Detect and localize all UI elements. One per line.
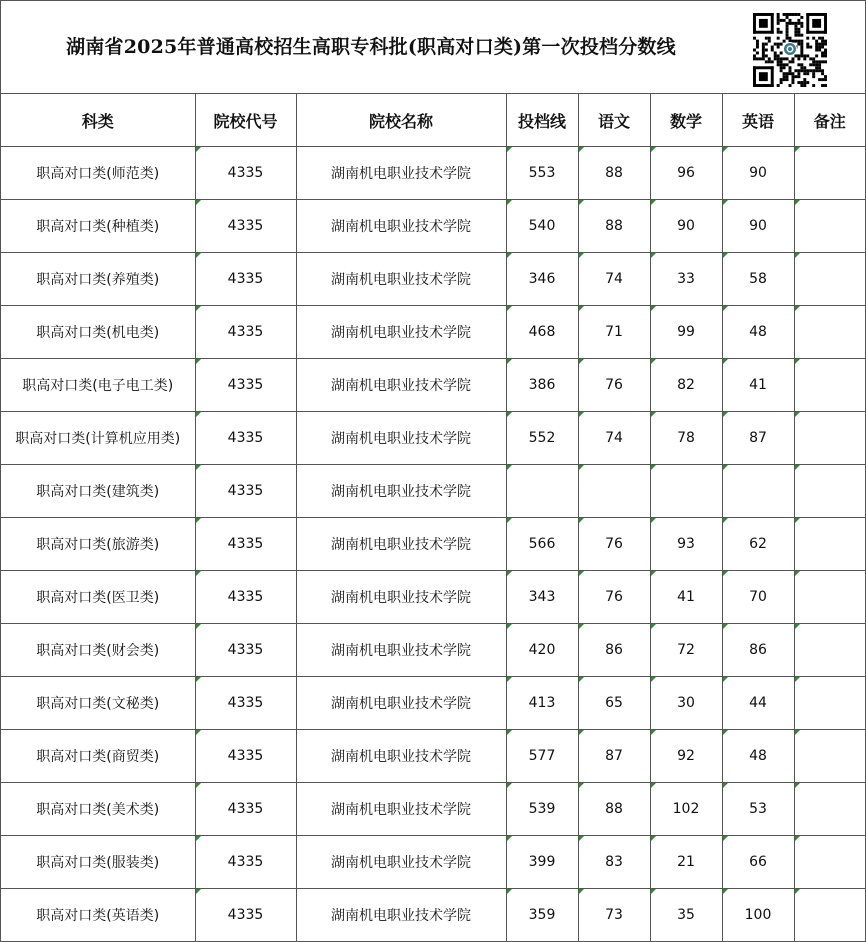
cell-remarks [794, 836, 865, 889]
cell-remarks [794, 889, 865, 942]
cell-math: 93 [650, 518, 722, 571]
cell-school-name: 湖南机电职业技术学院 [296, 677, 506, 730]
page-title: 湖南省2025年普通高校招生高职专科批(职高对口类)第一次投档分数线 [66, 36, 676, 58]
cell-cutoff: 413 [506, 677, 578, 730]
cell-math: 35 [650, 889, 722, 942]
table-row [1, 571, 865, 624]
cell-english: 41 [722, 359, 794, 412]
table-row [1, 836, 865, 889]
cell-chinese: 76 [578, 359, 650, 412]
cell-remarks [794, 359, 865, 412]
cell-chinese: 73 [578, 889, 650, 942]
table-row [1, 147, 865, 200]
cell-math: 90 [650, 200, 722, 253]
cell-school-code: 4335 [195, 306, 296, 359]
cell-math: 96 [650, 147, 722, 200]
cell-english: 66 [722, 836, 794, 889]
cell-chinese: 76 [578, 571, 650, 624]
cell-school-name: 湖南机电职业技术学院 [296, 200, 506, 253]
cell-category: 职高对口类(医卫类) [1, 571, 195, 624]
cell-school-name: 湖南机电职业技术学院 [296, 253, 506, 306]
qr-code-icon [753, 13, 827, 87]
cell-school-name: 湖南机电职业技术学院 [296, 465, 506, 518]
cell-category: 职高对口类(师范类) [1, 147, 195, 200]
cell-category: 职高对口类(英语类) [1, 889, 195, 942]
cell-math: 33 [650, 253, 722, 306]
cell-category: 职高对口类(服装类) [1, 836, 195, 889]
cell-cutoff: 539 [506, 783, 578, 836]
cell-cutoff: 577 [506, 730, 578, 783]
table-row [1, 465, 865, 518]
table-row [1, 253, 865, 306]
cell-chinese: 74 [578, 253, 650, 306]
cell-category: 职高对口类(种植类) [1, 200, 195, 253]
cell-cutoff: 553 [506, 147, 578, 200]
cell-school-code: 4335 [195, 518, 296, 571]
cell-english: 90 [722, 200, 794, 253]
table-row [1, 412, 865, 465]
cell-school-name: 湖南机电职业技术学院 [296, 889, 506, 942]
cell-chinese: 74 [578, 412, 650, 465]
cell-english: 90 [722, 147, 794, 200]
cell-remarks [794, 730, 865, 783]
cell-chinese: 65 [578, 677, 650, 730]
cell-cutoff: 468 [506, 306, 578, 359]
cell-cutoff: 540 [506, 200, 578, 253]
table-row [1, 359, 865, 412]
cell-school-code: 4335 [195, 889, 296, 942]
cell-category: 职高对口类(财会类) [1, 624, 195, 677]
table-row [1, 518, 865, 571]
cell-remarks [794, 465, 865, 518]
cell-english: 100 [722, 889, 794, 942]
col-header-remarks: 备注 [794, 94, 865, 147]
cell-school-name: 湖南机电职业技术学院 [296, 571, 506, 624]
cell-chinese [578, 465, 650, 518]
cell-school-name: 湖南机电职业技术学院 [296, 359, 506, 412]
cell-cutoff: 552 [506, 412, 578, 465]
cell-school-name: 湖南机电职业技术学院 [296, 147, 506, 200]
cell-math: 41 [650, 571, 722, 624]
table-row [1, 889, 865, 942]
cell-school-name: 湖南机电职业技术学院 [296, 836, 506, 889]
cell-chinese: 88 [578, 147, 650, 200]
cell-category: 职高对口类(电子电工类) [1, 359, 195, 412]
cell-chinese: 88 [578, 783, 650, 836]
col-header-chinese: 语文 [578, 94, 650, 147]
cell-school-code: 4335 [195, 147, 296, 200]
cell-school-name: 湖南机电职业技术学院 [296, 412, 506, 465]
cell-chinese: 88 [578, 200, 650, 253]
cell-math [650, 465, 722, 518]
cell-remarks [794, 412, 865, 465]
title-bar [1, 1, 865, 94]
cell-math: 30 [650, 677, 722, 730]
cell-remarks [794, 518, 865, 571]
cell-english [722, 465, 794, 518]
score-table [1, 94, 865, 941]
col-header-school-name: 院校名称 [296, 94, 506, 147]
cell-cutoff: 343 [506, 571, 578, 624]
cell-school-code: 4335 [195, 730, 296, 783]
cell-math: 78 [650, 412, 722, 465]
cell-chinese: 87 [578, 730, 650, 783]
header-row [1, 94, 865, 147]
cell-english: 86 [722, 624, 794, 677]
cell-math: 102 [650, 783, 722, 836]
cell-school-name: 湖南机电职业技术学院 [296, 730, 506, 783]
cell-school-code: 4335 [195, 412, 296, 465]
cell-school-code: 4335 [195, 200, 296, 253]
table-row [1, 200, 865, 253]
cell-category: 职高对口类(养殖类) [1, 253, 195, 306]
cell-remarks [794, 200, 865, 253]
col-header-category: 科类 [1, 94, 195, 147]
cell-school-code: 4335 [195, 465, 296, 518]
cell-category: 职高对口类(建筑类) [1, 465, 195, 518]
cell-chinese: 71 [578, 306, 650, 359]
col-header-school-code: 院校代号 [195, 94, 296, 147]
cell-category: 职高对口类(机电类) [1, 306, 195, 359]
cell-school-code: 4335 [195, 359, 296, 412]
cell-remarks [794, 783, 865, 836]
cell-cutoff [506, 465, 578, 518]
col-header-english: 英语 [722, 94, 794, 147]
cell-math: 92 [650, 730, 722, 783]
cell-school-code: 4335 [195, 571, 296, 624]
cell-remarks [794, 147, 865, 200]
table-row [1, 783, 865, 836]
cell-english: 62 [722, 518, 794, 571]
col-header-cutoff: 投档线 [506, 94, 578, 147]
cell-school-code: 4335 [195, 836, 296, 889]
cell-english: 48 [722, 306, 794, 359]
cell-category: 职高对口类(文秘类) [1, 677, 195, 730]
cell-cutoff: 566 [506, 518, 578, 571]
cell-cutoff: 399 [506, 836, 578, 889]
cell-cutoff: 346 [506, 253, 578, 306]
cell-english: 53 [722, 783, 794, 836]
cell-school-name: 湖南机电职业技术学院 [296, 518, 506, 571]
cell-category: 职高对口类(旅游类) [1, 518, 195, 571]
cell-remarks [794, 306, 865, 359]
cell-remarks [794, 571, 865, 624]
cell-cutoff: 420 [506, 624, 578, 677]
cell-english: 87 [722, 412, 794, 465]
cell-chinese: 76 [578, 518, 650, 571]
cell-english: 48 [722, 730, 794, 783]
cell-english: 70 [722, 571, 794, 624]
cell-school-code: 4335 [195, 783, 296, 836]
cell-category: 职高对口类(美术类) [1, 783, 195, 836]
cell-remarks [794, 677, 865, 730]
table-row [1, 306, 865, 359]
cell-remarks [794, 253, 865, 306]
cell-remarks [794, 624, 865, 677]
cell-chinese: 86 [578, 624, 650, 677]
cell-school-code: 4335 [195, 253, 296, 306]
cell-school-code: 4335 [195, 624, 296, 677]
cell-cutoff: 386 [506, 359, 578, 412]
cell-math: 82 [650, 359, 722, 412]
cell-math: 99 [650, 306, 722, 359]
cell-english: 58 [722, 253, 794, 306]
cell-category: 职高对口类(计算机应用类) [1, 412, 195, 465]
cell-school-name: 湖南机电职业技术学院 [296, 624, 506, 677]
cell-chinese: 83 [578, 836, 650, 889]
cell-school-name: 湖南机电职业技术学院 [296, 306, 506, 359]
cell-category: 职高对口类(商贸类) [1, 730, 195, 783]
table-row [1, 677, 865, 730]
cell-cutoff: 359 [506, 889, 578, 942]
table-row [1, 624, 865, 677]
table-row [1, 730, 865, 783]
cell-math: 21 [650, 836, 722, 889]
col-header-math: 数学 [650, 94, 722, 147]
cell-english: 44 [722, 677, 794, 730]
cell-school-code: 4335 [195, 677, 296, 730]
cell-math: 72 [650, 624, 722, 677]
cell-school-name: 湖南机电职业技术学院 [296, 783, 506, 836]
